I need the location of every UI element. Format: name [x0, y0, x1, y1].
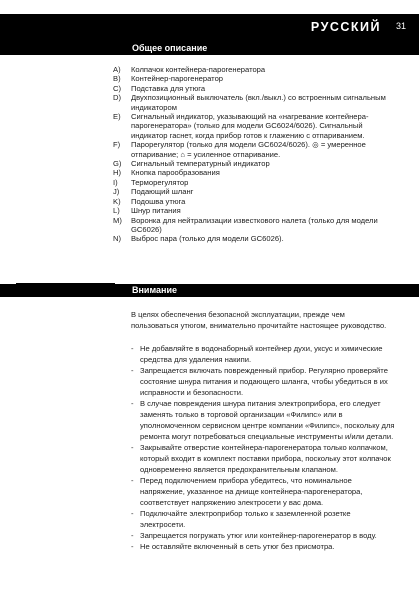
item-text: Сигнальный индикатор, указывающий на «нагревание контейнера-парогенератора» (только для модели GC6024/6026). Сигнальный индикатор гаснет, когда прибор готов к глажению с отпариванием.	[131, 112, 369, 140]
list-item	[113, 84, 398, 93]
item-letter: H)	[113, 168, 122, 178]
list-item	[113, 65, 398, 74]
list-item	[113, 159, 398, 168]
item-letter: C)	[113, 83, 122, 93]
list-item	[113, 168, 398, 177]
warning-text: Запрещается погружать утюг или контейнер-парогенератор в воду.	[140, 531, 377, 540]
list-item	[113, 178, 398, 187]
item-text: Подошва утюга	[131, 196, 186, 206]
warning-text: Запрещается включать поврежденный прибор. Регулярно проверяйте состояние шнура питания и подающего шланга, чтобы убедиться в их исправности и безопасности.	[140, 366, 388, 397]
warning-text: Не добавляйте в водонаборный контейнер духи, уксус и химические средства для удаления накипи.	[140, 344, 383, 364]
item-text: Кнопка парообразования	[131, 168, 220, 178]
section-title-general: Общее описание	[132, 43, 208, 53]
item-text: Сигнальный температурный индикатор	[131, 159, 270, 169]
item-text: Контейнер-парогенератор	[131, 74, 224, 84]
list-item	[131, 541, 395, 552]
section-title-attention: Внимание	[132, 285, 177, 295]
section-bar-general	[0, 42, 419, 55]
bullet: -	[131, 366, 134, 375]
list-item	[131, 365, 395, 398]
item-text: Колпачок контейнера-парогенератора	[131, 65, 266, 74]
warning-text: Перед подключением прибора убедитесь, что номинальное напряжение, указанное на днище контейнера-парогенератора, соответствует напряжению электросети у вас дома.	[140, 476, 363, 507]
page-number: 31	[395, 21, 406, 31]
section-bar-attention	[0, 284, 419, 297]
item-letter: D)	[113, 93, 122, 103]
item-letter: B)	[113, 74, 121, 84]
item-letter: L)	[113, 206, 120, 216]
item-letter: M)	[113, 215, 122, 225]
warnings-list	[131, 343, 395, 552]
item-letter: K)	[113, 196, 121, 206]
bullet: -	[131, 476, 134, 485]
list-item	[131, 508, 395, 530]
item-text: Выброс пара (только для модели GC6026).	[131, 234, 284, 244]
item-letter: F)	[113, 140, 121, 150]
warning-text: Закрывайте отверстие контейнера-парогенератора только колпачком, который входит в комплект поставки прибора, поскольку этот колпачок одновременно является предохранительным клапаном.	[140, 443, 391, 474]
item-letter: J)	[113, 187, 120, 197]
item-text: Терморегулятор	[131, 177, 189, 187]
warning-text: Подключайте электроприбор только к заземленной розетке электросети.	[140, 509, 351, 529]
bullet: -	[131, 542, 134, 551]
bullet: -	[131, 399, 134, 408]
list-item	[113, 234, 398, 243]
item-text: Подставка для утюга	[131, 83, 206, 93]
list-item	[113, 197, 398, 206]
bullet: -	[131, 443, 134, 452]
list-item	[113, 93, 398, 112]
parts-list	[113, 65, 398, 244]
bullet: -	[131, 509, 134, 518]
list-item	[131, 442, 395, 475]
item-text: Шнур питания	[131, 206, 181, 216]
list-item	[113, 112, 398, 140]
list-item	[113, 206, 398, 215]
item-letter: A)	[113, 65, 121, 74]
list-item	[113, 216, 398, 235]
item-text: Воронка для нейтрализации известкового налета (только для модели GC6026)	[131, 215, 378, 234]
list-item	[131, 530, 395, 541]
warning-text: В случае повреждения шнура питания электроприбора, его следует заменять только в торговой организации «Филипс» или в уполномоченном сервисном центре компании «Филипс», поскольку для ремонта могут потребоваться специальные инструменты и/или детали.	[140, 399, 395, 441]
bullet: -	[131, 344, 134, 353]
language-label: РУССКИЙ	[310, 20, 381, 34]
warning-text: Не оставляйте включенный в сеть утюг без присмотра.	[140, 542, 335, 551]
item-letter: G)	[113, 159, 122, 169]
attention-intro: В целях обеспечения безопасной эксплуатации, прежде чем пользоваться утюгом, внимательно прочитайте настоящее руководство.	[131, 310, 387, 330]
list-item	[131, 343, 395, 365]
item-letter: I)	[113, 177, 118, 187]
item-text: Подающий шланг	[131, 187, 194, 197]
list-item	[113, 74, 398, 83]
list-item	[131, 398, 395, 442]
item-text: Парорегулятор (только для модели GC6024/6026). ◎ = умеренное отпаривание; ⌂ = усиленное отпаривание.	[131, 140, 366, 159]
item-letter: N)	[113, 234, 122, 244]
list-item	[131, 475, 395, 508]
bullet: -	[131, 531, 134, 540]
item-letter: E)	[113, 112, 121, 122]
list-item	[113, 140, 398, 159]
list-item	[113, 187, 398, 196]
item-text: Двухпозиционный выключатель (вкл./выкл.) со встроенным сигнальным индикатором	[131, 93, 386, 112]
